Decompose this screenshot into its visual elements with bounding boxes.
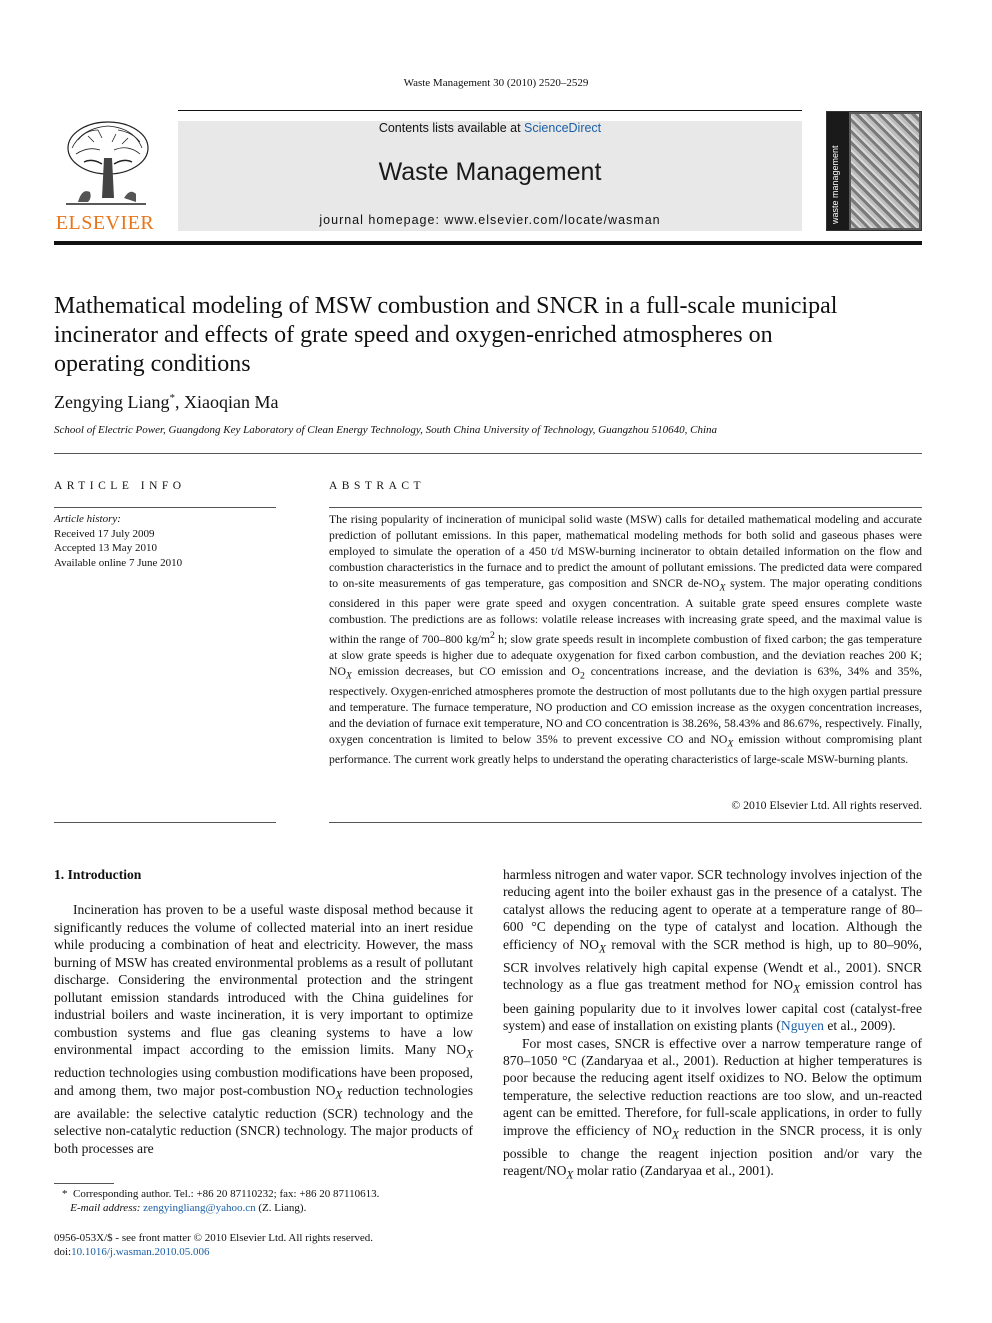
author-list <box>54 392 278 413</box>
front-matter <box>54 1231 373 1260</box>
cover-title: waste management <box>830 145 840 224</box>
corresponding-author-note <box>62 1187 379 1201</box>
sciencedirect-link[interactable]: ScienceDirect <box>524 121 602 135</box>
email-link[interactable]: zengyingliang@yahoo.cn <box>143 1202 256 1215</box>
author-name[interactable]: Zengying Liang <box>54 392 170 412</box>
journal-title: Waste Management <box>378 158 602 186</box>
author-name[interactable]: Xiaoqian Ma <box>183 392 279 412</box>
article-info-heading: ARTICLE INFO <box>54 480 186 492</box>
divider <box>329 507 922 508</box>
doi-line <box>54 1245 373 1259</box>
author-separator: , <box>174 392 184 412</box>
footnote-rule <box>54 1183 114 1184</box>
header-top-rule <box>178 110 802 111</box>
body-paragraph: For most cases, SNCR is effective over a narrow temperature range of 870–1050 °C (Zandaryaa et al., 2001). Reduction at higher temperatures is poor because the reducing agent itself oxidizes to NO. Below the optimum temperature, the selective reduction reactions are too slow, and un-reacted agent can be emitted. Therefore, for full-scale applications, in order to fully improve the efficiency of $NO_X$ reduction in the SNCR process, it is only possible to change the reagent injection position and/or vary the reagent/$NO_X$ molar ratio (Zandaryaa et al., 2001). <box>503 1035 922 1183</box>
email-label: E-mail address: <box>70 1202 141 1215</box>
email-line <box>62 1201 379 1215</box>
affiliation: School of Electric Power, Guangdong Key Laboratory of Clean Energy Technology, South China University of Technology, Guangzhou 510640, China <box>54 424 718 436</box>
abstract-copyright: © 2010 Elsevier Ltd. All rights reserved. <box>731 799 922 812</box>
history-label: Article history: <box>54 513 121 525</box>
journal-citation: Waste Management 30 (2010) 2520–2529 <box>403 77 589 89</box>
doi-label: doi: <box>54 1246 72 1259</box>
corresponding-author-mark[interactable]: * <box>169 392 175 404</box>
header-divider <box>54 241 922 245</box>
divider <box>54 507 276 508</box>
abstract-heading: ABSTRACT <box>329 480 426 492</box>
corresponding-author-text: Corresponding author. Tel.: +86 20 87110232; fax: +86 20 87110613. <box>73 1188 380 1200</box>
article-title: Mathematical modeling of MSW combustion and SNCR in a full-scale municipal incinerator and effects of grate speed and oxygen-enriched atmospheres on operating conditions <box>54 293 838 377</box>
citation-link[interactable]: Nguyen <box>780 1018 824 1034</box>
body-column-left <box>54 866 473 1157</box>
online-date: Available online 7 June 2010 <box>54 556 183 569</box>
elsevier-logo[interactable] <box>54 118 156 234</box>
divider <box>329 822 922 823</box>
section-heading: 1. Introduction <box>54 867 142 882</box>
abstract-text: The rising popularity of incineration of municipal solid waste (MSW) calls for detailed mathematical modeling and accurate prediction of pollutant emissions. In this paper, mathematical modeling methods for both solid and gaseous phases were employed to simulate the operation of a 450 t/d MSW-burning incinerator to obtain detailed information on the flow and combustion characteristics in the furnace and to predict the amount of pollutant emissions. The predicted data were compared to on-site measurements of gas temperature, gas composition and SNCR $de-NO_X$ system. The major operating conditions considered in this paper were grate speed and oxygen concentration. A suitable grate speed ensures complete waste combustion. The predictions are as follows: volatile release increases with increasing grate speed, and the maximal value is within the range of 700–800 $kg/m^2$ h; slow grate speeds result in incomplete combustion of fixed carbon; the gas temperature at slow grate speeds is higher due to adequate oxygenation for fixed carbon combustion, and the deviation reaches 200 K; $NO_X$ emission decreases, but CO emission and $O_2$ concentrations increase, and the deviation is 63%, 34% and 35%, respectively. Oxygen-enriched atmospheres promote the destruction of most pollutants due to the high oxygen partial pressure and temperature. The furnace temperature, NO production and CO emission increase as the oxygen concentration increases, and the deviation of furnace exit temperature, NO and CO concentration is 38.26%, 58.43% and 86.67%, respectively. Finally, oxygen concentration is limited to below 35% to prevent excessive CO and $NO_X$ emission without compromising plant performance. The current work greatly helps to understand the operating characteristics of large-scale MSW-burning plants. <box>329 513 922 767</box>
footnote-mark: * <box>62 1188 68 1200</box>
body-paragraph: harmless nitrogen and water vapor. SCR technology involves injection of the reducing agent into the boiler exhaust gas in the presence of a catalyst. The catalyst allows the reducing agent to operate at a temperature range of 80–600 °C depending on the type of catalyst and location. Although the efficiency of $NO_X$ removal with the SCR method is high, up to 80–90%, SCR involves relatively high capital expense (Wendt et al., 2001). SNCR technology as a flue gas treatment method for $NO_X$ emission control has been gaining popularity due to it involves lower capital cost (catalyst-free system) and ease of installation on existing plants (Nguyen et al., 2009). <box>503 867 922 1034</box>
doi-link[interactable]: 10.1016/j.wasman.2010.05.006 <box>71 1246 210 1259</box>
contents-prefix: Contents lists available at <box>378 121 525 135</box>
body-paragraph: Incineration has proven to be a useful waste disposal method because it significantly reduces the volume of collected material into an inert residue while producing a combination of heat and electricity. However, the mass burning of MSW has created environmental problems as a result of pollutant discharge. Considering the environmental protection and the stringent pollutant emission standards introduced with the China guidelines for industrial boilers and waste incineration, it is very important to optimize combustion systems and flue gas cleaning systems to have a low environmental impact according to the emission limits. Many $NO_X$ reduction technologies using combustion modifications have been proposed, and among them, two major post-combustion $NO_X$ reduction technologies are available: the selective catalytic reduction (SCR) technology and the selective non-catalytic reduction (SNCR) technology. The major products of both processes are <box>54 902 474 1156</box>
article-history <box>54 512 182 570</box>
elsevier-wordmark: ELSEVIER <box>55 212 155 234</box>
journal-cover-thumbnail[interactable] <box>826 111 922 231</box>
cover-image <box>851 114 919 228</box>
issn-line: 0956-053X/$ - see front matter © 2010 Elsevier Ltd. All rights reserved. <box>54 1232 374 1244</box>
received-date: Received 17 July 2009 <box>54 527 155 540</box>
email-suffix: (Z. Liang). <box>255 1202 307 1215</box>
footnote <box>62 1187 379 1216</box>
journal-homepage[interactable]: journal homepage: www.elsevier.com/locate/wasman <box>319 213 661 227</box>
contents-line <box>178 121 802 135</box>
body-column-right <box>503 866 922 1186</box>
divider <box>54 453 922 454</box>
divider <box>54 822 276 823</box>
accepted-date: Accepted 13 May 2010 <box>54 542 157 554</box>
journal-header <box>178 121 802 231</box>
elsevier-tree-icon <box>58 118 154 210</box>
